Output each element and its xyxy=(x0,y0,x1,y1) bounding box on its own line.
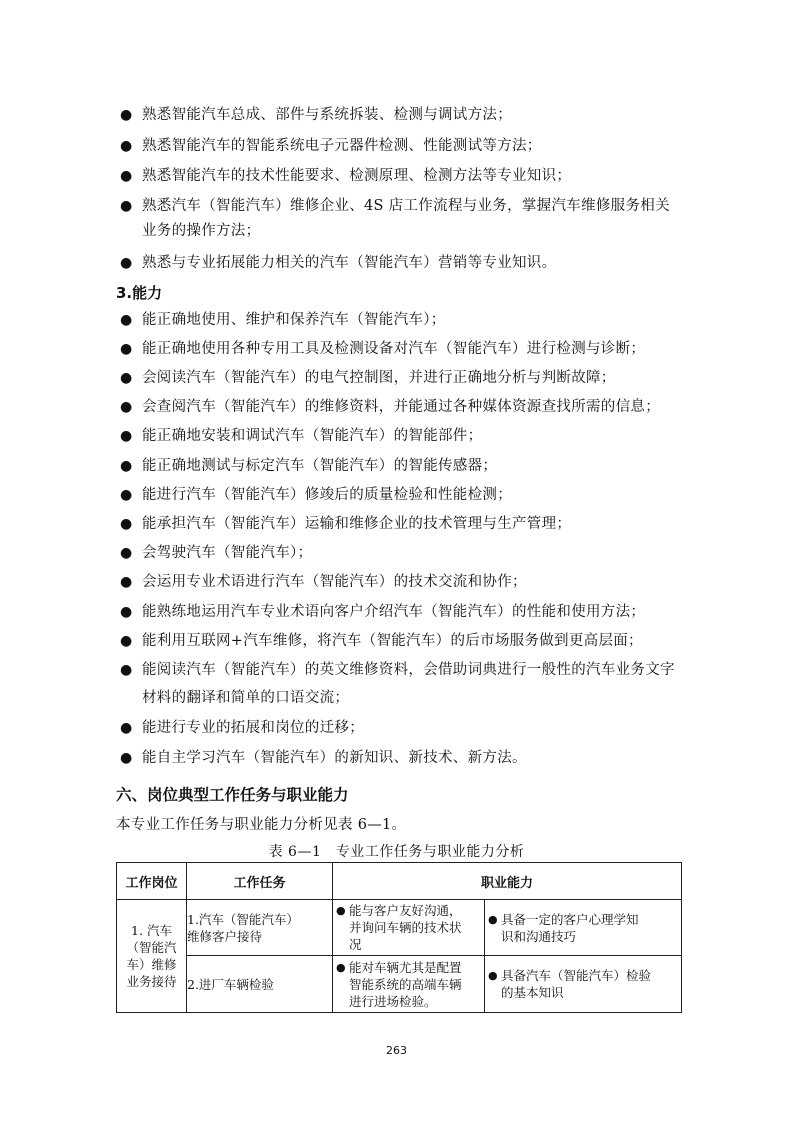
list-item-text: 会运用专业术语进行汽车（智能汽车）的技术交流和协作； xyxy=(142,574,527,590)
table-header-row xyxy=(117,863,682,900)
ability-item xyxy=(485,911,681,945)
position-line: （智能汽 xyxy=(126,940,177,955)
ability-line: 能与客户友好沟通， xyxy=(349,903,462,918)
task-cell xyxy=(187,956,333,1013)
bullet-icon: ● xyxy=(488,912,498,926)
ability-line: 的基本知识 xyxy=(501,985,564,1000)
ability-line: 能对车辆尤其是配置 xyxy=(349,959,462,975)
list-item-text: 能正确地安装和调试汽车（智能汽车）的智能部件； xyxy=(142,428,483,444)
bullet-icon: ● xyxy=(120,399,133,415)
table-caption: 表 6—1 专业工作任务与职业能力分析 xyxy=(268,844,525,860)
list-item-text: 能进行汽车（智能汽车）修竣后的质量检验和性能检测； xyxy=(142,487,512,503)
bullet-icon: ● xyxy=(120,312,133,328)
table-row xyxy=(117,900,682,956)
ability-heading: 3.能力 xyxy=(116,284,163,302)
ability-cell xyxy=(333,900,485,956)
bullet-icon: ● xyxy=(120,487,133,503)
list-item-text: 熟悉智能汽车总成、部件与系统拆装、检测与调试方法； xyxy=(142,107,512,123)
bullet-icon: ● xyxy=(120,255,133,271)
ability-item xyxy=(333,902,484,953)
position-line: 车）维修 xyxy=(126,957,177,972)
bullet-icon: ● xyxy=(120,428,133,444)
table-row xyxy=(117,956,682,1013)
ability-item xyxy=(333,959,484,1010)
list-item-text: 熟悉智能汽车的智能系统电子元器件检测、性能测试等方法； xyxy=(142,138,542,154)
ability-line: 识和沟通技巧 xyxy=(501,928,577,944)
position-cell xyxy=(117,900,187,1013)
bullet-icon: ● xyxy=(120,604,133,620)
list-item-text: 熟悉汽车（智能汽车）维修企业、4S 店工作流程与业务，掌握汽车维修服务相关 xyxy=(142,198,670,214)
list-item-text: 能正确地使用、维护和保养汽车（智能汽车）； xyxy=(142,312,446,328)
list-item-text: 能阅读汽车（智能汽车）的英文维修资料，会借助词典进行一般性的汽车业务文字 xyxy=(142,662,675,678)
ability-line: 智能系统的高端车辆 xyxy=(349,976,462,992)
header-position: 工作岗位 xyxy=(117,863,187,900)
list-item-text: 能进行专业的拓展和岗位的迁移； xyxy=(142,720,364,736)
bullet-icon: ● xyxy=(120,574,133,590)
task-line: 维修客户接待 xyxy=(187,928,263,944)
position-line: 1. 汽车 xyxy=(131,923,172,938)
list-item-text: 会查阅汽车（智能汽车）的维修资料，并能通过各种媒体资源查找所需的信息； xyxy=(142,399,660,415)
list-item-continuation: 材料的翻译和简单的口语交流； xyxy=(142,690,350,706)
ability-line: 进行进场检验。 xyxy=(349,993,437,1009)
list-item-text: 熟悉智能汽车的技术性能要求、检测原理、检测方法等专业知识； xyxy=(142,168,572,184)
bullet-icon: ● xyxy=(120,458,133,474)
ability-cell xyxy=(485,900,682,956)
bullet-icon: ● xyxy=(336,904,346,917)
list-item-text: 熟悉与专业拓展能力相关的汽车（智能汽车）营销等专业知识。 xyxy=(142,255,557,271)
bullet-icon: ● xyxy=(120,370,133,386)
list-item-text: 能利用互联网+汽车维修，将汽车（智能汽车）的后市场服务做到更高层面； xyxy=(142,633,643,649)
bullet-icon: ● xyxy=(120,516,133,532)
ability-analysis-table xyxy=(116,862,682,1013)
ability-line: 况 xyxy=(349,937,362,952)
list-item-text: 能正确地使用各种专用工具及检测设备对汽车（智能汽车）进行检测与诊断； xyxy=(142,341,646,357)
list-item-text: 会阅读汽车（智能汽车）的电气控制图，并进行正确地分析与判断故障； xyxy=(142,370,616,386)
list-item-text: 能自主学习汽车（智能汽车）的新知识、新技术、新方法。 xyxy=(142,750,527,766)
list-item-text: 能熟练地运用汽车专业术语向客户介绍汽车（智能汽车）的性能和使用方法； xyxy=(142,604,646,620)
ability-cell xyxy=(485,956,682,1013)
position-line: 业务接待 xyxy=(126,974,177,989)
bullet-icon: ● xyxy=(488,969,498,982)
page-number: 263 xyxy=(386,1044,407,1057)
list-item-text: 能承担汽车（智能汽车）运输和维修企业的技术管理与生产管理； xyxy=(142,516,572,532)
list-item-text: 会驾驶汽车（智能汽车）； xyxy=(142,545,313,561)
section-intro: 本专业工作任务与职业能力分析见表 6—1。 xyxy=(116,817,407,833)
bullet-icon: ● xyxy=(120,107,133,123)
header-ability: 职业能力 xyxy=(333,863,682,900)
section-heading: 六、岗位典型工作任务与职业能力 xyxy=(116,786,349,804)
task-line: 2.进厂车辆检验 xyxy=(187,976,274,992)
bullet-icon: ● xyxy=(120,198,133,214)
bullet-icon: ● xyxy=(120,720,133,736)
bullet-icon: ● xyxy=(120,168,133,184)
ability-line: 具备汽车（智能汽车）检验 xyxy=(501,968,652,983)
list-item-text: 能正确地测试与标定汽车（智能汽车）的智能传感器； xyxy=(142,458,498,474)
bullet-icon: ● xyxy=(120,138,133,154)
header-task: 工作任务 xyxy=(187,863,333,900)
ability-line: 具备一定的客户心理学知 xyxy=(501,911,639,927)
bullet-icon: ● xyxy=(336,960,346,974)
list-item-continuation: 业务的操作方法； xyxy=(142,223,261,239)
ability-line: 并询问车辆的技术状 xyxy=(349,920,462,935)
bullet-icon: ● xyxy=(120,341,133,357)
ability-item xyxy=(485,967,681,1001)
bullet-icon: ● xyxy=(120,662,133,678)
ability-cell xyxy=(333,956,485,1013)
task-line: 1.汽车（智能汽车） xyxy=(187,911,299,927)
bullet-icon: ● xyxy=(120,750,133,766)
bullet-icon: ● xyxy=(120,545,133,561)
bullet-icon: ● xyxy=(120,633,133,649)
task-cell xyxy=(187,900,333,956)
